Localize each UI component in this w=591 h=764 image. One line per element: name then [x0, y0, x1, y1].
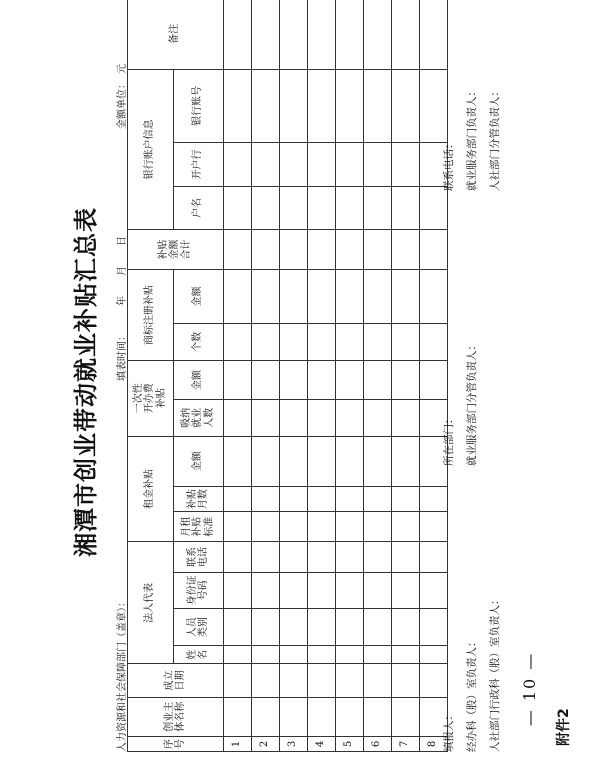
- table-cell: [308, 646, 336, 664]
- table-cell: [308, 323, 336, 360]
- table-cell: [336, 69, 364, 143]
- table-cell: [392, 143, 420, 186]
- table-cell: [420, 270, 448, 323]
- table-cell: [364, 697, 392, 736]
- page-title: 湘潭市创业带动就业补贴汇总表: [71, 207, 100, 557]
- table-cell: [392, 0, 420, 69]
- table-cell: [308, 608, 336, 645]
- col-header-onetime-jobs: 吸纳就业人数: [174, 400, 224, 436]
- table-cell: [392, 186, 420, 229]
- table-cell: [252, 608, 280, 645]
- table-cell: [252, 0, 280, 69]
- col-header-entity: 创业主体名称: [128, 697, 224, 736]
- table-cell: [308, 360, 336, 399]
- table-cell: [336, 486, 364, 511]
- unit-label: 金额单位： 元: [117, 64, 128, 129]
- table-cell: [224, 400, 252, 436]
- table-cell: [420, 229, 448, 269]
- table-cell: [252, 186, 280, 229]
- col-header-rent: 租金补贴: [128, 436, 174, 542]
- col-header-onetime: 一次性开办费补贴: [128, 360, 174, 436]
- col-header-rent-months: 补贴月数: [174, 486, 224, 511]
- summary-table: [127, 0, 448, 752]
- table-cell: [252, 512, 280, 542]
- table-cell: [336, 143, 364, 186]
- table-cell: [280, 143, 308, 186]
- row-number: 7: [392, 736, 420, 751]
- table-cell: [280, 0, 308, 69]
- header-row-1: [128, 0, 174, 752]
- table-cell: [336, 270, 364, 323]
- table-cell: [336, 572, 364, 608]
- footer-department: 所在部门：: [443, 413, 455, 466]
- table-cell: [224, 270, 252, 323]
- table-cell: [280, 486, 308, 511]
- col-header-rep-id: 身份证号码: [174, 572, 224, 608]
- org-label: 人力资源和社会保障部门（盖章）：: [117, 597, 128, 752]
- col-header-bank: 银行账户信息: [128, 69, 174, 229]
- col-header-seq: 序号: [128, 736, 224, 751]
- header-row-2: [174, 0, 224, 752]
- table-cell: [336, 400, 364, 436]
- table-cell: [252, 572, 280, 608]
- table-cell: [420, 0, 448, 69]
- footer-admin-head: 人社部门行政科（股）室负责人：: [489, 594, 501, 752]
- table-cell: [252, 697, 280, 736]
- table-cell: [420, 486, 448, 511]
- table-cell: [364, 542, 392, 572]
- table-cell: [252, 436, 280, 486]
- table-cell: [392, 486, 420, 511]
- col-header-rent-standard: 月租补贴标准: [174, 512, 224, 542]
- table-cell: [336, 646, 364, 664]
- table-cell: [364, 0, 392, 69]
- col-header-bank-name: 开户行: [174, 143, 224, 186]
- page-number: — 10 —: [520, 651, 539, 727]
- table-cell: [308, 436, 336, 486]
- row-number: 1: [224, 736, 252, 751]
- table-row: [308, 0, 336, 752]
- row-number: 2: [252, 736, 280, 751]
- table-cell: [364, 608, 392, 645]
- table-cell: [364, 229, 392, 269]
- table-cell: [252, 270, 280, 323]
- table-cell: [308, 69, 336, 143]
- table-row: [252, 0, 280, 752]
- table-cell: [308, 0, 336, 69]
- table-cell: [224, 664, 252, 697]
- table-cell: [280, 436, 308, 486]
- footer-office-head: 经办科（股）室负责人：: [466, 636, 478, 752]
- table-cell: [224, 69, 252, 143]
- table-cell: [280, 360, 308, 399]
- row-number: 4: [308, 736, 336, 751]
- table-cell: [392, 512, 420, 542]
- table-cell: [392, 360, 420, 399]
- table-cell: [336, 186, 364, 229]
- table-cell: [224, 542, 252, 572]
- col-header-legal-rep: 法人代表: [128, 542, 174, 664]
- col-header-rep-type: 人员类别: [174, 608, 224, 645]
- table-cell: [224, 512, 252, 542]
- table-cell: [392, 608, 420, 645]
- table-cell: [308, 542, 336, 572]
- table-cell: [364, 646, 392, 664]
- footer-employment-head: 就业服务部门负责人：: [466, 86, 478, 191]
- col-header-tm-amount: 金额: [174, 270, 224, 323]
- table-cell: [392, 646, 420, 664]
- table-cell: [224, 608, 252, 645]
- col-header-bank-account: 银行账号: [174, 69, 224, 143]
- table-cell: [224, 697, 252, 736]
- table-cell: [224, 646, 252, 664]
- table-cell: [308, 143, 336, 186]
- table-cell: [252, 400, 280, 436]
- table-cell: [252, 542, 280, 572]
- table-cell: [280, 400, 308, 436]
- table-cell: [364, 436, 392, 486]
- table-cell: [336, 0, 364, 69]
- footer-hr-deputy: 人社部门分管负责人：: [489, 86, 501, 191]
- table-cell: [392, 400, 420, 436]
- table-cell: [308, 572, 336, 608]
- fill-date-label: 填表时间： 年 月 日: [117, 236, 128, 381]
- table-cell: [420, 572, 448, 608]
- table-cell: [308, 664, 336, 697]
- table-cell: [280, 512, 308, 542]
- table-cell: [392, 270, 420, 323]
- table-cell: [252, 229, 280, 269]
- table-cell: [280, 229, 308, 269]
- table-cell: [392, 664, 420, 697]
- table-body: [224, 0, 448, 752]
- table-cell: [252, 323, 280, 360]
- table-cell: [364, 360, 392, 399]
- table-cell: [392, 572, 420, 608]
- table-cell: [224, 572, 252, 608]
- table-cell: [280, 542, 308, 572]
- table-cell: [280, 646, 308, 664]
- table-cell: [308, 400, 336, 436]
- table-row: [420, 0, 448, 752]
- table-cell: [280, 608, 308, 645]
- table-cell: [336, 229, 364, 269]
- table-cell: [420, 646, 448, 664]
- table-cell: [308, 270, 336, 323]
- table-cell: [224, 486, 252, 511]
- col-header-total: 补贴金额合计: [128, 229, 224, 269]
- col-header-rep-name: 姓名: [174, 646, 224, 664]
- table-cell: [336, 323, 364, 360]
- table-cell: [364, 186, 392, 229]
- table-cell: [224, 0, 252, 69]
- table-cell: [280, 572, 308, 608]
- table-row: [392, 0, 420, 752]
- table-cell: [280, 186, 308, 229]
- table-cell: [280, 664, 308, 697]
- table-cell: [364, 572, 392, 608]
- table-cell: [224, 360, 252, 399]
- table-cell: [392, 436, 420, 486]
- table-cell: [392, 542, 420, 572]
- table-cell: [252, 486, 280, 511]
- table-cell: [280, 270, 308, 323]
- table-cell: [364, 512, 392, 542]
- table-cell: [308, 229, 336, 269]
- table-cell: [364, 486, 392, 511]
- table-cell: [336, 608, 364, 645]
- table-cell: [364, 143, 392, 186]
- table-row: [336, 0, 364, 752]
- attachment-label: 附件2: [556, 708, 572, 746]
- table-cell: [392, 69, 420, 143]
- table-cell: [364, 664, 392, 697]
- col-header-rep-phone: 联系电话: [174, 542, 224, 572]
- col-header-remark: 备注: [128, 0, 224, 69]
- table-cell: [252, 664, 280, 697]
- col-header-rent-amount: 金额: [174, 436, 224, 486]
- table-cell: [364, 69, 392, 143]
- row-number: 3: [280, 736, 308, 751]
- table-cell: [420, 323, 448, 360]
- table-cell: [420, 664, 448, 697]
- row-number: 8: [420, 736, 448, 751]
- table-cell: [392, 229, 420, 269]
- table-cell: [308, 512, 336, 542]
- table-cell: [308, 486, 336, 511]
- table-cell: [308, 697, 336, 736]
- table-cell: [420, 69, 448, 143]
- col-header-onetime-amount: 金额: [174, 360, 224, 399]
- table-row: [280, 0, 308, 752]
- table-row: [364, 0, 392, 752]
- table-cell: [252, 646, 280, 664]
- table-cell: [336, 512, 364, 542]
- table-cell: [420, 608, 448, 645]
- table-cell: [420, 542, 448, 572]
- table-cell: [224, 143, 252, 186]
- table-row: [224, 0, 252, 752]
- table-cell: [224, 323, 252, 360]
- table-cell: [280, 323, 308, 360]
- table-cell: [392, 323, 420, 360]
- table-cell: [224, 436, 252, 486]
- col-header-bank-holder: 户名: [174, 186, 224, 229]
- table-cell: [420, 186, 448, 229]
- footer-filler: 填报人：: [443, 710, 455, 752]
- table-cell: [252, 69, 280, 143]
- col-header-trademark: 商标注册补贴: [128, 270, 174, 361]
- table-cell: [364, 400, 392, 436]
- table-cell: [336, 542, 364, 572]
- col-header-tm-count: 个数: [174, 323, 224, 360]
- table-cell: [224, 229, 252, 269]
- col-header-founded: 成立日期: [128, 664, 224, 697]
- table-cell: [336, 697, 364, 736]
- footer-employment-deputy: 就业服务部门分管负责人：: [466, 340, 478, 466]
- row-number: 5: [336, 736, 364, 751]
- footer-phone: 联系电话：: [443, 138, 455, 191]
- table-cell: [336, 436, 364, 486]
- table-cell: [280, 697, 308, 736]
- table-cell: [336, 360, 364, 399]
- row-number: 6: [364, 736, 392, 751]
- table-cell: [364, 323, 392, 360]
- table-cell: [252, 143, 280, 186]
- table-cell: [336, 664, 364, 697]
- table-cell: [392, 697, 420, 736]
- table-cell: [308, 186, 336, 229]
- table-cell: [252, 360, 280, 399]
- table-cell: [364, 270, 392, 323]
- table-cell: [280, 69, 308, 143]
- table-cell: [420, 360, 448, 399]
- table-cell: [420, 512, 448, 542]
- table-cell: [224, 186, 252, 229]
